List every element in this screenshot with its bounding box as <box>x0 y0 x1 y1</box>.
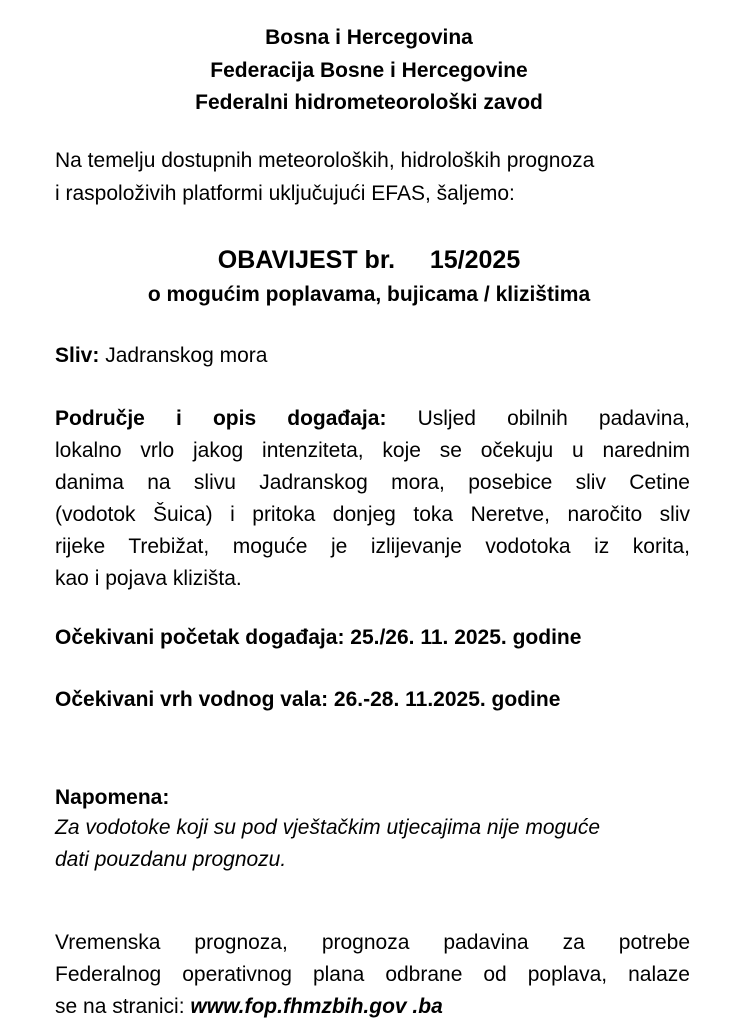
area-line-1 <box>55 405 690 433</box>
area-line-6: kao i pojava klizišta. <box>55 567 242 590</box>
note-line-2: dati pouzdanu prognozu. <box>55 848 287 871</box>
notice-label: OBAVIJEST br. <box>217 246 396 274</box>
intro-line-2: i raspoloživih platformi uključujući EFAS, šaljemo: <box>55 182 515 205</box>
basin-value: Jadranskog mora <box>105 344 268 367</box>
website-link[interactable]: www.fop.fhmzbih.gov .ba <box>190 995 443 1018</box>
notice-subtitle: o mogućim poplavama, bujicama / klizištima <box>147 283 591 306</box>
intro-line-1: Na temelju dostupnih meteoroloških, hidroloških prognoza <box>55 149 595 172</box>
area-line-3: danima na slivu Jadranskog mora, posebice sliv Cetine <box>55 471 690 494</box>
header-country: Bosna i Hercegovina <box>265 26 473 49</box>
area-line-4: (vodotok Šuica) i pritoka donjeg toka Neretve, naročito sliv <box>55 503 690 526</box>
footer-line-2: Federalnog operativnog plana odbrane od poplava, nalaze <box>55 963 690 986</box>
basin-row <box>55 342 690 370</box>
note-line-1: Za vodotoke koji su pod vještačkim utjecajima nije moguće <box>55 816 601 839</box>
header-institute: Federalni hidrometeorološki zavod <box>195 91 543 114</box>
basin-label: Sliv: <box>55 344 100 367</box>
area-line-5: rijeke Trebižat, moguće je izlijevanje vodotoka iz korita, <box>55 535 690 558</box>
notice-number: 15/2025 <box>429 246 521 274</box>
area-label: Područje i opis događaja: <box>55 407 387 430</box>
expected-peak: Očekivani vrh vodnog vala: 26.-28. 11.2025. godine <box>55 688 561 711</box>
footer-line-1: Vremenska prognoza, prognoza padavina za potrebe <box>55 931 690 954</box>
header-federation: Federacija Bosne i Hercegovine <box>210 59 528 82</box>
area-line-2: lokalno vrlo jakog intenziteta, koje se očekuju u narednim <box>55 439 690 462</box>
expected-start: Očekivani početak događaja: 25./26. 11. 2025. godine <box>55 626 582 649</box>
note-label: Napomena: <box>55 786 170 809</box>
footer-line-3 <box>55 993 690 1021</box>
footer-prefix: se na stranici: <box>55 995 185 1018</box>
area-text-1: Usljed obilnih padavina, <box>417 407 690 430</box>
notice-title <box>0 244 738 276</box>
